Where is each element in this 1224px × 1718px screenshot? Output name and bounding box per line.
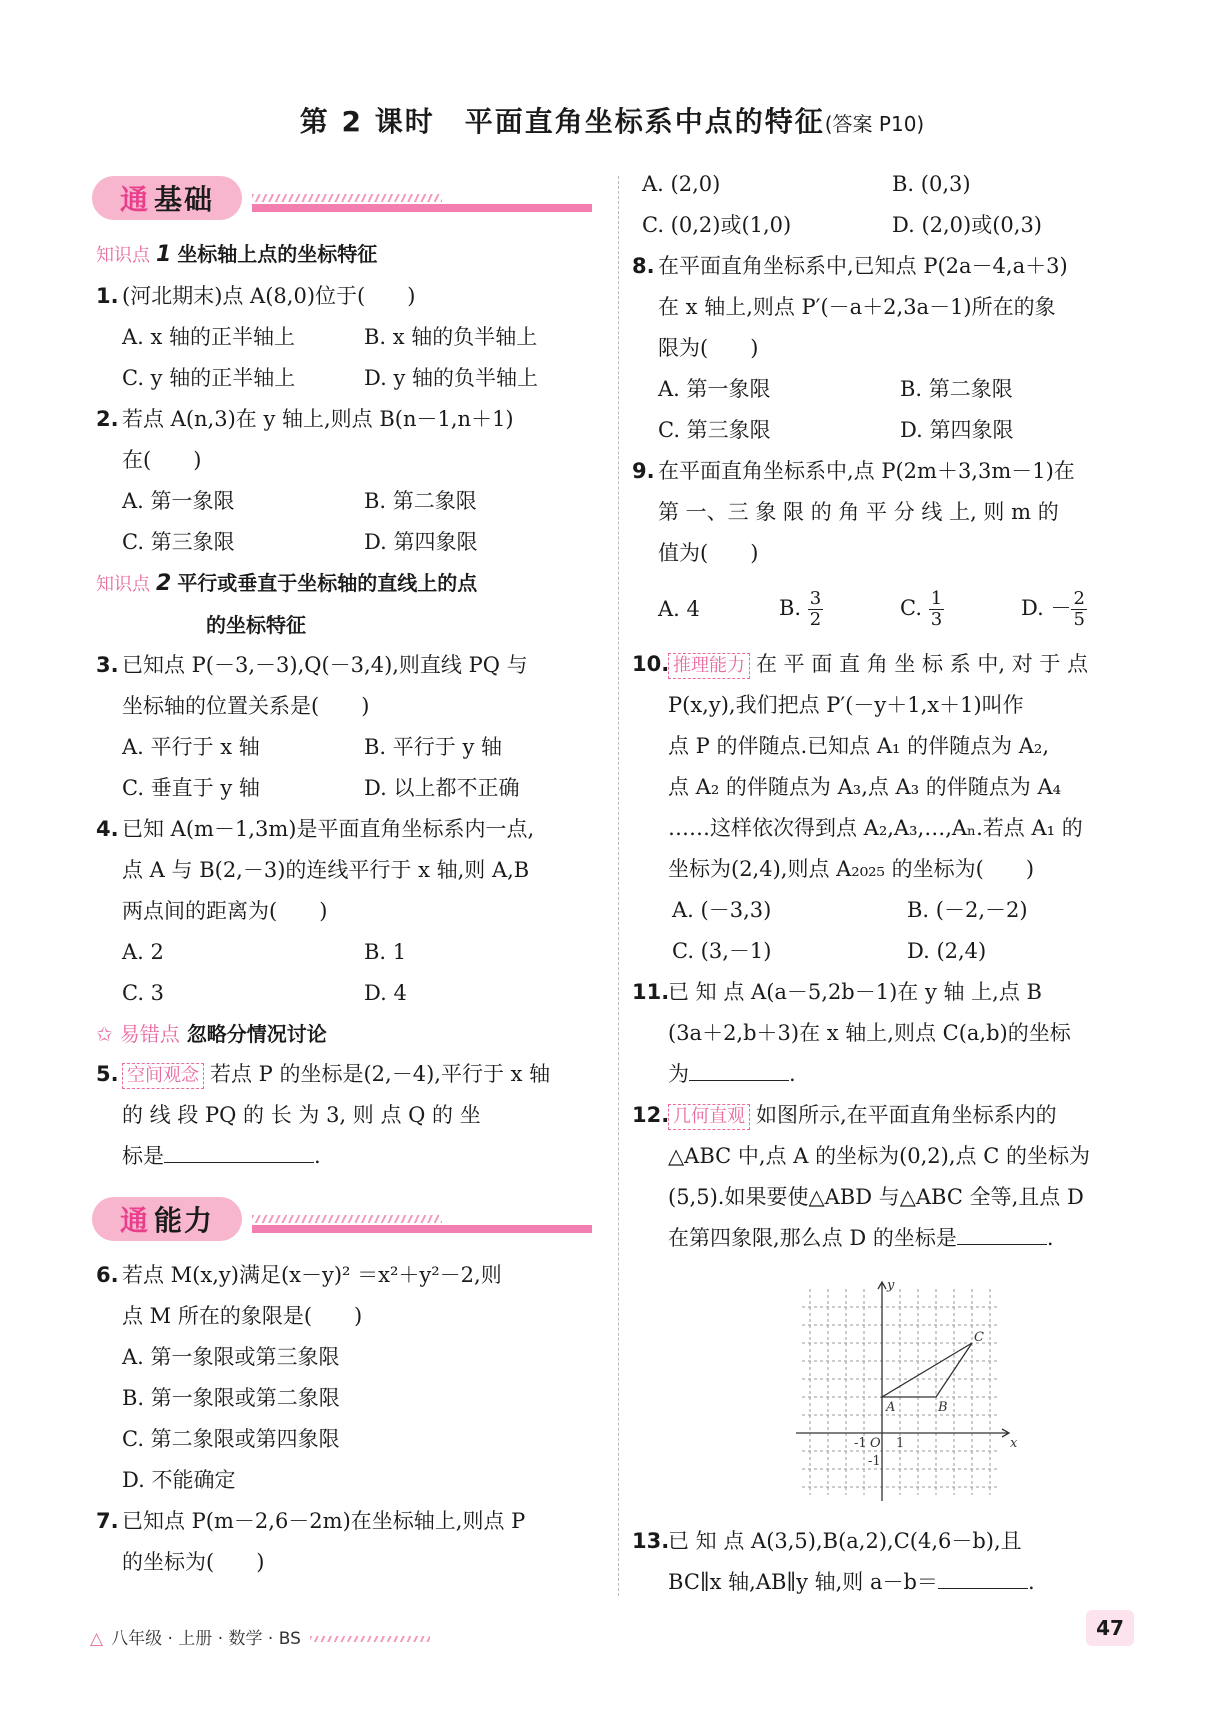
title-main: 第 2 课时 平面直角坐标系中点的特征 [299, 105, 825, 138]
question-10: 10. 推理能力 在 平 面 直 角 坐 标 系 中, 对 于 点 P(x,y),我们把点 P′(－y＋1,x＋1)叫作 点 P 的伴随点.已知点 A₁ 的伴随点为 A₂, 点 A₂ 的伴随点为 A₃,点 A₃ 的伴随点为 A₄ ……这样依次得到点 A₂,A₃,…,Aₙ.若点 A₁ 的 坐标为(2,4),则点 A₂₀₂₅ 的坐标为( ) [632, 652, 1089, 881]
question-3-options: A. 平行于 x 轴 B. 平行于 y 轴 C. 垂直于 y 轴 D. 以上都不正确 [122, 735, 520, 800]
question-5: 5. 空间观念 若点 P 的坐标是(2,－4),平行于 x 轴 的 线 段 PQ 的 长 为 3, 则 点 Q 的 坐 标是 . [96, 1062, 551, 1168]
tick-neg1-y: -1 [868, 1454, 881, 1469]
question-1-options: A. x 轴的正半轴上 B. x 轴的负半轴上 C. y 轴的正半轴上 D. y 轴的负半轴上 [122, 325, 538, 390]
knowledge-point-1: 知识点 1 坐标轴上点的坐标特征 [96, 242, 378, 267]
coordinate-grid-figure [792, 1277, 1022, 1507]
question-7-options: A. (2,0) B. (0,3) C. (0,2)或(1,0) D. (2,0)或(0,3) [642, 172, 1043, 237]
origin-label: O [870, 1436, 881, 1451]
tick-1-x: 1 [896, 1436, 905, 1451]
tick-neg1-x: -1 [854, 1436, 867, 1451]
question-2: 2. 若点 A(n,3)在 y 轴上,则点 B(n－1,n＋1) 在( ) [96, 407, 514, 472]
ability-tag: 空间观念 [122, 1063, 204, 1089]
question-2-options: A. 第一象限 B. 第二象限 C. 第三象限 D. 第四象限 [122, 489, 478, 554]
question-4-options: A. 2 B. 1 C. 3 D. 4 [122, 940, 407, 1005]
answer-blank[interactable] [957, 1220, 1047, 1245]
fraction: $\frac{2}{5}$ [1073, 587, 1085, 630]
page-number: 47 [1086, 1610, 1134, 1646]
column-divider [618, 176, 619, 1596]
grid-lines [802, 1289, 998, 1495]
question-6-options: A. 第一象限或第三象限 B. 第一象限或第二象限 C. 第二象限或第四象限 D. 不能确定 [122, 1345, 340, 1492]
question-8-options: A. 第一象限 B. 第二象限 C. 第三象限 D. 第四象限 [658, 377, 1014, 442]
question-13: 13. 已 知 点 A(3,5),B(a,2),C(4,6－b),且 BC∥x 轴,AB∥y 轴,则 a－b＝ . [632, 1529, 1035, 1594]
question-9-options: A. 4 B. $\frac{3}{2}$ C. $\frac{1}{3}$ D. － $\frac{2}{5}$ [658, 587, 1085, 630]
y-axis-label: y [887, 1278, 895, 1293]
point-c-label: C [974, 1330, 984, 1345]
answer-blank[interactable] [689, 1056, 789, 1081]
fraction: $\frac{3}{2}$ [809, 587, 822, 630]
footer-book-info: △ 八年级 · 上册 · 数学 · BS [90, 1629, 301, 1649]
question-10-options: A. (－3,3) B. (－2,－2) C. (3,－1) D. (2,4) [672, 898, 1028, 963]
question-4: 4. 已知 A(m－1,3m)是平面直角坐标系内一点, 点 A 与 B(2,－3)的连线平行于 x 轴,则 A,B 两点间的距离为( ) [96, 817, 535, 923]
question-8: 8. 在平面直角坐标系中,已知点 P(2a－4,a＋3) 在 x 轴上,则点 P′(－a＋2,3a－1)所在的象 限为( ) [632, 254, 1068, 360]
x-axis-label: x [1010, 1436, 1018, 1451]
page-title [0, 100, 1224, 140]
answer-blank[interactable] [164, 1138, 314, 1163]
question-9: 9. 在平面直角坐标系中,点 P(2m＋3,3m－1)在 第 一、三 象 限 的 角 平 分 线 上, 则 m 的 值为( ) [632, 459, 1075, 565]
question-12: 12. 几何直观 如图所示,在平面直角坐标系内的 △ABC 中,点 A 的坐标为(0,2),点 C 的坐标为 (5,5).如果要使△ABD 与△ABC 全等,且点 D 在第四象限,那么点 D 的坐标是 . [632, 1103, 1090, 1250]
ability-tag: 几何直观 [668, 1104, 750, 1130]
star-icon: ✩ [96, 1022, 113, 1046]
question-3: 3. 已知点 P(－3,－3),Q(－3,4),则直线 PQ 与 坐标轴的位置关系是( ) [96, 653, 528, 718]
triangle-icon: △ [90, 1629, 104, 1649]
question-1: 1. (河北期末)点 A(8,0)位于( ) [96, 284, 416, 308]
question-6: 6. 若点 M(x,y)满足(x－y)² ＝x²＋y²－2,则 点 M 所在的象限是( ) [96, 1263, 502, 1328]
knowledge-point-2: 知识点 2 平行或垂直于坐标轴的直线上的点 的坐标特征 [96, 571, 478, 637]
section-banner-ability: 通 能力 [92, 1193, 606, 1249]
answer-blank[interactable] [938, 1564, 1028, 1589]
triangle-abc [882, 1343, 972, 1397]
left-column [96, 172, 606, 1583]
right-column [632, 164, 1142, 1603]
section-banner-basic: 通 基础 [92, 172, 606, 228]
question-7: 7. 已知点 P(m－2,6－2m)在坐标轴上,则点 P 的坐标为( ) [96, 1509, 526, 1574]
fraction: $\frac{1}{3}$ [930, 587, 943, 630]
answer-reference: (答案 P10) [824, 112, 925, 136]
footer-decoration [310, 1636, 430, 1642]
error-prone-point: ✩ 易错点 忽略分情况讨论 [96, 1022, 327, 1046]
point-b-label: B [938, 1400, 948, 1415]
ability-tag: 推理能力 [668, 653, 750, 679]
question-11: 11. 已 知 点 A(a－5,2b－1)在 y 轴 上,点 B (3a＋2,b＋3)在 x 轴上,则点 C(a,b)的坐标 为 . [632, 980, 1071, 1086]
point-a-label: A [886, 1400, 896, 1415]
